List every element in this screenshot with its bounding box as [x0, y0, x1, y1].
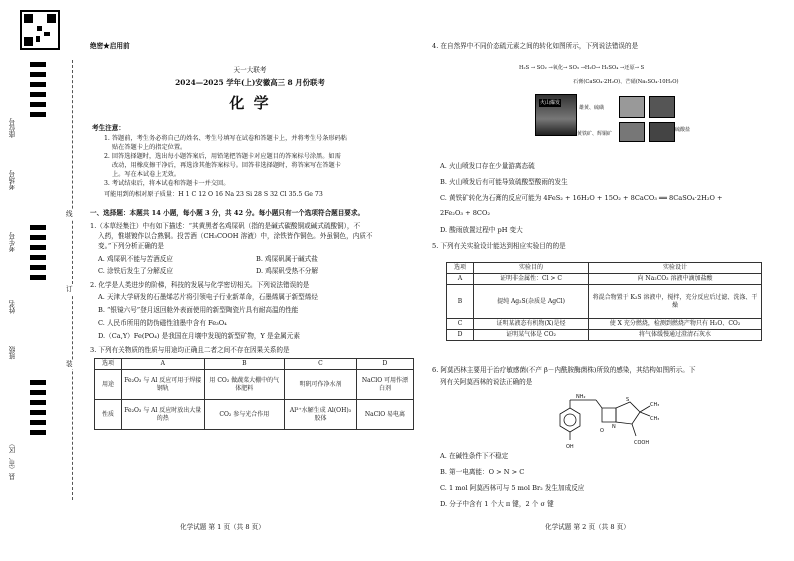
q1-option-d: D. 鸡屎矾受热不分解	[256, 267, 318, 275]
section-heading: 一、选择题：本题共 14 小题，每小题 3 分，共 42 分。每小题只有一个选项符合题目要求。	[90, 209, 365, 217]
table-cell: C	[447, 319, 474, 330]
table-cell: 将气体缓慢通过澄清石灰水	[589, 330, 762, 341]
q5-table	[446, 262, 762, 341]
class-label: 班级	[9, 346, 17, 360]
amoxicillin-structure	[540, 392, 670, 454]
table-header: 实验设计	[589, 263, 762, 274]
q1-option-c: C. 涂铁后发生了分解反应	[98, 267, 173, 275]
aromatic-circle	[564, 414, 576, 426]
q1-option-a: A. 鸡屎矾不能与苦酒反应	[98, 255, 173, 263]
subject-title: 化 学	[229, 94, 271, 112]
note-line: 1. 答题前，考生务必将自己的姓名、考生号填写在试卷和答题卡上，并将考生号条形码粘	[104, 135, 347, 142]
org-title: 天一大联考	[233, 66, 267, 74]
q2-option-b: B. “银镜六号”登月返回舱外表面使用的新型陶瓷片具有耐高温的性能	[98, 306, 299, 314]
q2-option-d: D.（Ca,Y）Fe(PO₄) 是我国在月壤中发现的新型矿物，Y 是金属元素	[98, 332, 300, 340]
q4-option-b: B. 火山喷发后有可能导致硫酸型酸雨的发生	[440, 178, 568, 186]
svg-text:S: S	[626, 397, 630, 403]
exam-title: 2024—2025 学年(上)安徽高三 8 月份联考	[175, 78, 325, 87]
mineral-photo	[619, 96, 645, 118]
svg-text:NH₂: NH₂	[576, 394, 586, 400]
cut-line	[72, 60, 73, 500]
svg-text:O: O	[600, 428, 604, 434]
q1-line: 1.（本草经集注）中有如下描述：“其黄黑者名鸡屎矾（指的是碱式碳酸铜或碱式硫酸铜），不	[90, 222, 361, 230]
table-cell: CO₂ 参与光合作用	[204, 400, 285, 430]
cut-mark: 装	[66, 360, 73, 368]
svg-text:N: N	[612, 424, 616, 430]
table-cell: A	[447, 274, 474, 285]
figure-reaction-row: H₂S → SO₂ →氧化→ SO₃ →H₂O→ H₂SO₄ →还原→ S	[519, 65, 645, 71]
note-line: 上。写在本试卷上无效。	[112, 171, 181, 178]
figure-label: 黄铁矿、辉铜矿	[577, 131, 613, 137]
cut-mark: 线	[66, 210, 73, 218]
benzene-ring	[560, 408, 580, 432]
q6-option-a: A. 在碱性条件下不稳定	[440, 452, 509, 460]
table-cell: 明矾可作净水剂	[285, 370, 357, 400]
table-cell: 证明某气体是 CO₂	[474, 330, 589, 341]
cut-mark: 订	[66, 285, 73, 293]
q4-option-c: C. 黄铁矿转化为石膏的反应可能为 4FeS₂ + 16H₂O + 15O₂ + 8CaCO₃ ══ 8CaSO₄·2H₂O +	[440, 194, 723, 202]
mineral-photo	[649, 122, 675, 142]
table-cell: 向 Na₂CO₃ 溶液中滴加盐酸	[589, 274, 762, 285]
table-cell: 提纯 Ag₂S(杂质是 AgCl)	[474, 285, 589, 319]
qr-code	[20, 10, 60, 50]
table-cell: D	[447, 330, 474, 341]
q3-stem: 3. 下列有关物质的性质与用途均正确且二者之间不存在因果关系的是	[90, 346, 290, 354]
figure-label: 硫酸盐	[675, 127, 691, 133]
table-cell: 将混合物置于 K₂S 溶液中，搅拌，充分反应后过滤、洗涤、干燥	[589, 285, 762, 319]
sulfur-cycle-figure	[515, 56, 695, 152]
mineral-photo	[649, 96, 675, 118]
svg-text:OH: OH	[566, 444, 574, 450]
seat-label: 座位号	[9, 118, 17, 138]
secret-mark: 绝密★启用前	[90, 42, 130, 50]
margin-stripe	[30, 380, 46, 438]
table-cell: Al³⁺水解生成 Al(OH)₃ 胶体	[285, 400, 357, 430]
volcano-label: 火山爆发	[540, 100, 561, 106]
figure-label: 雄黄、硫磺	[579, 105, 605, 111]
q5-stem: 5. 下列有关实验设计能达到相应实验目的的是	[432, 242, 566, 250]
table-cell: 证明非金属性：Cl > C	[474, 274, 589, 285]
page-footer: 化学试题 第 1 页（共 8 页）	[180, 523, 265, 531]
county-label: 县（市、区）	[9, 440, 17, 480]
note-line: 3. 考试结束后，将本试卷和答题卡一并交回。	[104, 180, 230, 187]
table-header: 选项	[95, 359, 122, 370]
table-header: B	[204, 359, 285, 370]
q1-line: 入药，惟堪镀作以合熟铜。投苦酒（CH₃COOH 溶液）中，涂铁皆作铜色。外虽铜色，内质不	[98, 232, 373, 240]
q1-line: 变。”下列分析正确的是	[98, 242, 165, 250]
svg-text:CH₃: CH₃	[650, 416, 660, 422]
svg-text:COOH: COOH	[634, 440, 650, 446]
table-header: C	[285, 359, 357, 370]
q4-option-a: A. 火山喷发口存在少量游离态硫	[440, 162, 535, 170]
q6-option-b: B. 第一电离能：O > N > C	[440, 468, 525, 476]
margin-stripe	[30, 225, 46, 285]
q6-line: 6. 阿莫西林主要用于治疗敏感菌(不产 β－内酰胺酶菌株)所致的感染，其结构如图所示。下	[432, 366, 696, 374]
table-cell: Fe₂O₃ 与 Al 反应时放出大量的热	[122, 400, 205, 430]
figure-mineral-row: 石膏(CaSO₄·2H₂O)、芒硝(Na₂SO₄·10H₂O)	[573, 79, 679, 85]
q4-option-c-cont: 2Fe₂O₃ + 8CO₂	[440, 209, 491, 217]
margin-stripe	[30, 62, 46, 122]
atomic-mass-line: 可能用到的相对原子质量：H 1 C 12 O 16 Na 23 Si 28 S 32 Cl 35.5 Ge 73	[104, 191, 323, 198]
thiazolidine-ring	[616, 402, 640, 424]
q2-option-c: C. 人民币所用的防伪磁性油墨中含有 Fe₃O₄	[98, 319, 227, 327]
q2-option-a: A. 天津大学研发的石墨烯芯片将引领电子行业新革命，石墨烯属于新型烯烃	[98, 293, 318, 301]
q4-option-d: D. 酸雨放置过程中 pH 变大	[440, 226, 523, 234]
beta-lactam-ring	[602, 408, 616, 422]
table-cell: 证明某液态有机物(X)是烃	[474, 319, 589, 330]
note-line: 改动，用橡皮擦干净后，再选涂其他答案标号。回答非选择题时，将答案写在答题卡	[112, 162, 341, 169]
q3-table	[94, 358, 414, 430]
examinee-label: 考生号	[9, 232, 17, 252]
table-cell: 使 X 充分燃烧，检测到燃烧产物只有 H₂O、CO₂	[589, 319, 762, 330]
table-header: 选项	[447, 263, 474, 274]
q2-stem: 2. 化学是人类进步的阶梯，科技的发展与化学密切相关。下列说法错误的是	[90, 281, 310, 289]
table-header: 实验目的	[474, 263, 589, 274]
mineral-photo	[619, 122, 645, 142]
q1-option-b: B. 鸡屎矾属于碱式盐	[256, 255, 318, 263]
room-label: 考场号	[9, 170, 17, 190]
name-label: 姓名	[9, 300, 17, 314]
table-cell: 用途	[95, 370, 122, 400]
q4-stem: 4. 在自然界中不同价态硫元素之间的转化如图所示，下列说法错误的是	[432, 42, 639, 50]
note-line: 贴在答题卡上的指定位置。	[112, 144, 187, 151]
table-header: A	[122, 359, 205, 370]
table-cell: NaClO 易电离	[356, 400, 413, 430]
table-cell: 用 CO₂ 做蔬菜大棚中的气体肥料	[204, 370, 285, 400]
q6-line: 列有关阿莫西林的说法正确的是	[440, 378, 533, 386]
notes-title: 考生注意：	[92, 124, 125, 132]
table-cell: 性质	[95, 400, 122, 430]
q6-option-c: C. 1 mol 阿莫西林可与 5 mol Br₂ 发生加成反应	[440, 484, 585, 492]
page-footer: 化学试题 第 2 页（共 8 页）	[545, 523, 630, 531]
table-header: D	[356, 359, 413, 370]
table-cell: Fe₂O₃ 与 Al 反应可用于焊接钢轨	[122, 370, 205, 400]
note-line: 2. 回答选择题时，选出每小题答案后，用铅笔把答题卡对应题目的答案标号涂黑。如需	[104, 153, 341, 160]
table-cell: B	[447, 285, 474, 319]
table-cell: NaClO 可用作漂白剂	[356, 370, 413, 400]
svg-text:CH₃: CH₃	[650, 402, 660, 408]
q6-option-d: D. 分子中含有 1 个大 π 键，2 个 σ 键	[440, 500, 554, 508]
